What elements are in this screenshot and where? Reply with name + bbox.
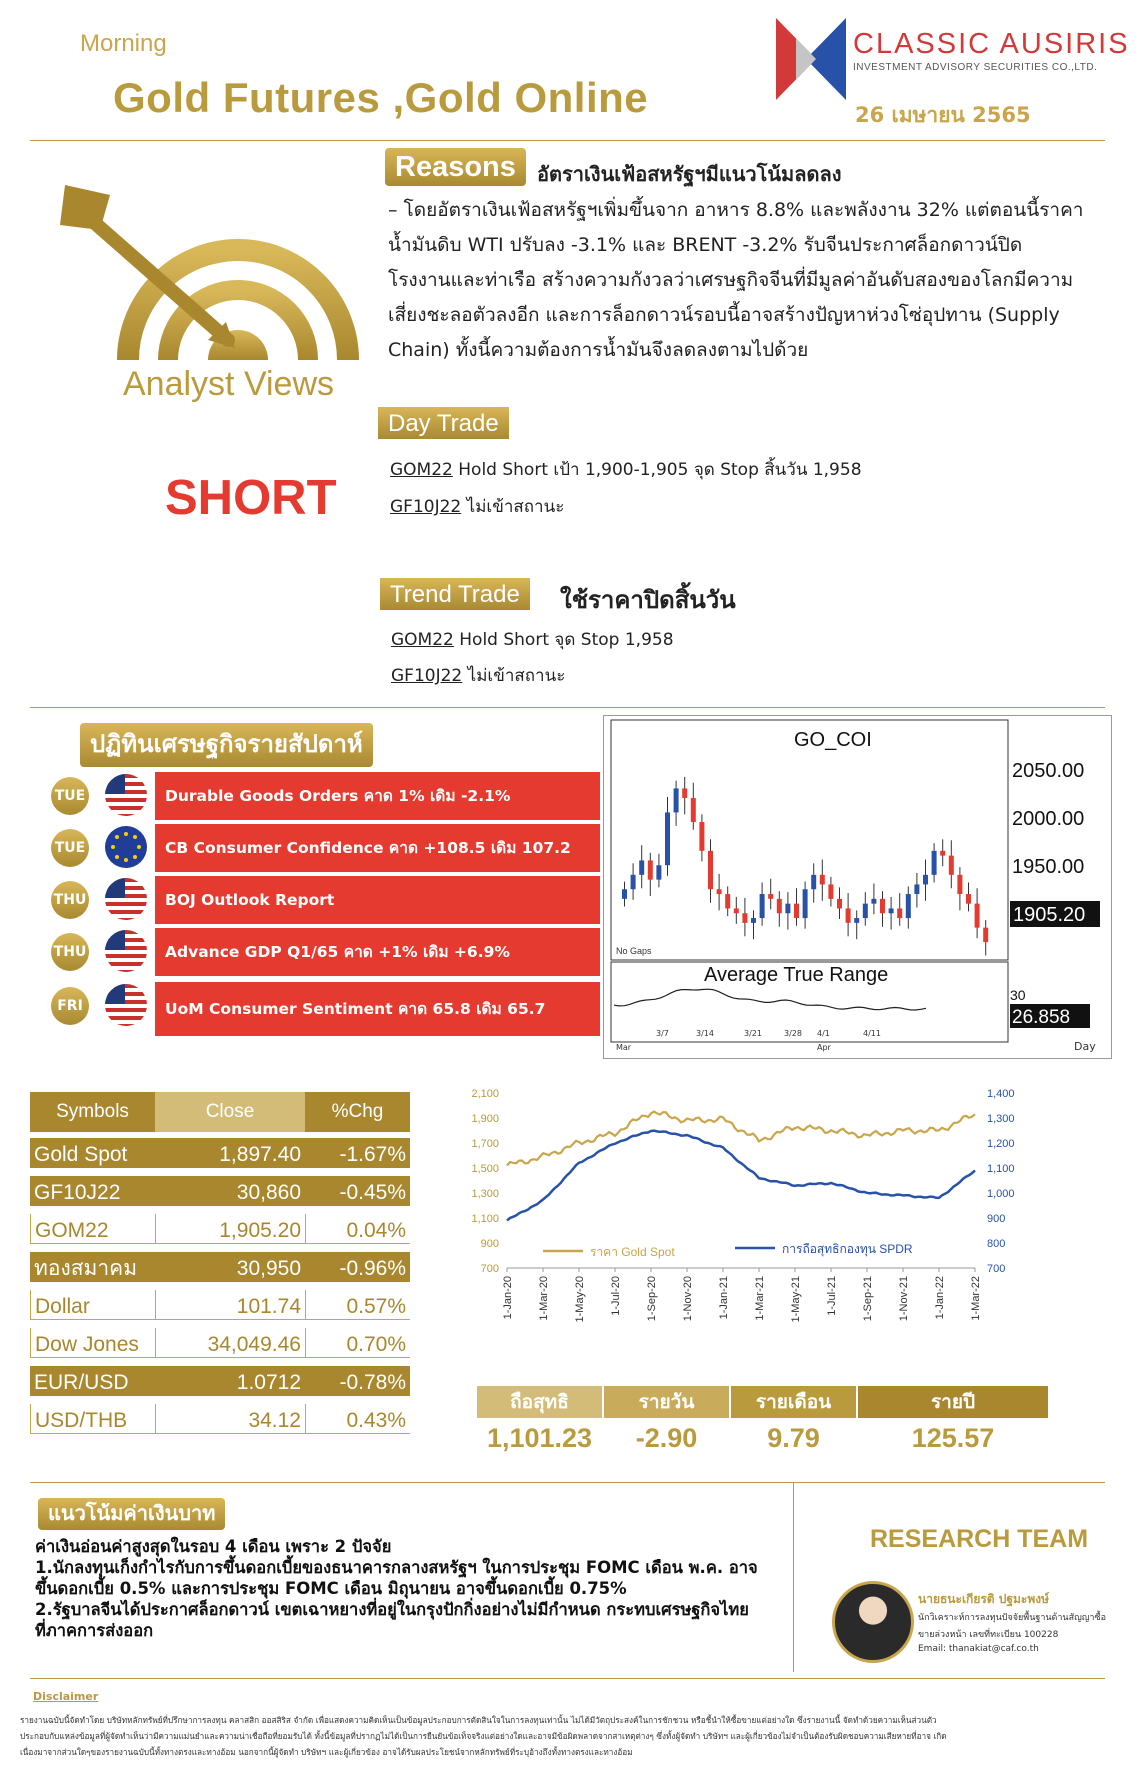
- candle-body: [828, 884, 833, 898]
- trend-trade-suffix: ใช้ราคาปิดสิ้นวัน: [560, 586, 736, 614]
- col-header-close: Close: [155, 1092, 305, 1132]
- symbols-row: [30, 1176, 410, 1206]
- event-day: THU: [51, 933, 89, 971]
- atr-line: [614, 989, 926, 1010]
- trend-trade-text-2: ไม่เข้าสถานะ: [462, 666, 566, 686]
- section-divider: [30, 1482, 1105, 1483]
- date-label: 3/21: [744, 1029, 762, 1038]
- symbol-name: EUR/USD: [30, 1366, 155, 1396]
- analyst-role-2: ขายล่วงหน้า เลขที่ทะเบียน 100228: [918, 1630, 1059, 1640]
- stat-value: 1,101.23: [486, 1423, 593, 1453]
- candle-body: [717, 889, 722, 894]
- symbol-name: ทองสมาคม: [30, 1252, 155, 1282]
- date-label: 3/7: [656, 1029, 669, 1038]
- symbol-name: GF10J22: [30, 1176, 155, 1206]
- analyst-views-caption: Analyst Views: [123, 365, 335, 403]
- eu-flag-icon: [105, 826, 147, 868]
- trend-trade-line-2: [391, 662, 565, 689]
- company-subtitle: INVESTMENT ADVISORY SECURITIES CO.,LTD.: [853, 62, 1098, 73]
- header-divider: [30, 140, 1105, 141]
- symbols-row: [30, 1252, 410, 1282]
- candle-body: [656, 865, 661, 879]
- col-header-symbols: Symbols: [30, 1092, 155, 1132]
- month-label: Apr: [817, 1043, 831, 1052]
- symbol-close: 1,905.20: [155, 1214, 305, 1244]
- candle-body: [708, 851, 713, 889]
- date-label: 3/28: [784, 1029, 802, 1038]
- day-trade-text-2: ไม่เข้าสถานะ: [461, 497, 565, 517]
- candle-body: [871, 899, 876, 904]
- candle-body: [777, 899, 782, 913]
- event-text: CB Consumer Confidence คาด +108.5 เดิม 107.2: [155, 824, 600, 872]
- symbols-row: [30, 1138, 410, 1168]
- calendar-event: [45, 876, 600, 924]
- symbol-name: USD/THB: [30, 1404, 155, 1434]
- candle-body: [734, 908, 739, 913]
- trend-trade-symbol-1: GOM22: [391, 630, 454, 650]
- symbol-chg: 0.57%: [305, 1290, 410, 1320]
- date-label: 3/14: [696, 1029, 714, 1038]
- baht-line: 1.นักลงทุนเก็งกำไรกับการขึ้นดอกเบี้ยของธนาคารกลางสหรัฐฯ ในการประชุม FOMC เดือน พ.ค. อาจ: [35, 1558, 758, 1577]
- candle-body: [880, 899, 885, 913]
- stat-header: ถือสุทธิ: [477, 1386, 602, 1418]
- gold-spdr-chart: [455, 1085, 1035, 1365]
- symbol-name: Dollar: [30, 1290, 155, 1320]
- candle-body: [742, 913, 747, 923]
- no-gaps-label: No Gaps: [616, 946, 652, 956]
- analyst-email: Email: thanakiat@caf.co.th: [918, 1644, 1039, 1654]
- atr-title: Average True Range: [704, 964, 889, 986]
- symbol-chg: -0.78%: [305, 1366, 410, 1396]
- candle-body: [889, 908, 894, 913]
- symbol-chg: -0.96%: [305, 1252, 410, 1282]
- day-trade-symbol-2: GF10J22: [390, 497, 462, 517]
- symbols-row: [30, 1290, 410, 1320]
- event-text: BOJ Outlook Report: [155, 876, 600, 924]
- x-tick-label: 1-May-21: [790, 1276, 802, 1323]
- price-tick: 1950.00: [1012, 856, 1085, 878]
- x-tick-label: 1-Jan-20: [502, 1276, 514, 1320]
- symbol-close: 101.74: [155, 1290, 305, 1320]
- event-day: TUE: [51, 829, 89, 867]
- candle-body: [760, 894, 765, 918]
- atr-tick: 30: [1010, 987, 1026, 1003]
- candle-body: [949, 856, 954, 875]
- symbol-chg: -1.67%: [305, 1138, 410, 1168]
- y-right-tick: 1,100: [987, 1163, 1015, 1175]
- period-label: Day: [1074, 1040, 1096, 1053]
- symbol-close: 1.0712: [155, 1366, 305, 1396]
- calendar-event: [45, 982, 600, 1036]
- candle-body: [699, 822, 704, 851]
- candle-body: [957, 875, 962, 894]
- y-left-tick: 1,700: [471, 1138, 499, 1150]
- analyst-role: นักวิเคราะห์การลงทุนปัจจัยพื้นฐานด้านสัญญาซื้อ: [918, 1613, 1106, 1623]
- symbols-table-header: [30, 1092, 410, 1132]
- candle-body: [897, 908, 902, 918]
- trend-trade-line-1: [391, 626, 674, 653]
- price-tick: 2050.00: [1012, 760, 1085, 782]
- x-tick-label: 1-Jan-21: [718, 1276, 730, 1320]
- report-title: Gold Futures ,Gold Online: [113, 74, 649, 121]
- reasons-headline: อัตราเงินเฟ้อสหรัฐฯมีแนวโน้มลดลง: [537, 162, 842, 186]
- baht-line: ค่าเงินอ่อนค่าสูงสุดในรอบ 4 เดือน เพราะ 2 ปัจจัย: [35, 1537, 392, 1556]
- y-right-tick: 1,200: [987, 1138, 1015, 1150]
- company-name: CLASSIC AUSIRIS: [853, 28, 1130, 60]
- candle-body: [639, 860, 644, 874]
- atr-value: 26.858: [1012, 1007, 1071, 1028]
- us-flag-icon: [105, 984, 147, 1026]
- calendar-title: ปฏิทินเศรษฐกิจรายสัปดาห์: [80, 723, 373, 767]
- y-right-tick: 1,000: [987, 1188, 1015, 1200]
- y-left-tick: 700: [480, 1263, 499, 1275]
- analyst-name: นายธนะเกียรติ ปฐมะพงษ์: [918, 1592, 1050, 1606]
- y-right-tick: 800: [987, 1238, 1006, 1250]
- symbol-chg: 0.43%: [305, 1404, 410, 1434]
- section-divider: [30, 1678, 1105, 1679]
- y-left-tick: 1,900: [471, 1113, 499, 1125]
- event-text: Durable Goods Orders คาด 1% เดิม -2.1%: [155, 772, 600, 820]
- baht-line: ขึ้นดอกเบี้ย 0.5% และการประชุม FOMC เดือน มิถุนายน อาจขึ้นดอกเบี้ย 0.75%: [35, 1579, 627, 1598]
- gold-spot-line: [507, 1112, 975, 1166]
- reasons-line: – โดยอัตราเงินเฟ้อสหรัฐฯเพิ่มขึ้นจาก อาหาร 8.8% และพลังงาน 32% แต่ตอนนี้ราคา: [388, 199, 1084, 221]
- symbol-name: GOM22: [30, 1214, 155, 1244]
- candle-body: [665, 812, 670, 865]
- vertical-divider: [793, 1482, 794, 1672]
- section-divider: [30, 707, 1105, 708]
- y-left-tick: 1,100: [471, 1213, 499, 1225]
- candle-body: [863, 904, 868, 918]
- candle-body: [811, 875, 816, 889]
- price-tick: 2000.00: [1012, 808, 1085, 830]
- candle-body: [648, 860, 653, 879]
- disclaimer-line: รายงานฉบับนี้จัดทำโดย บริษัทหลักทรัพย์ที่ปรึกษาการลงทุน คลาสสิก ออสสิริส จำกัด เพื่อแสดงความคิดเห็นเป็นข้อมูลประกอบการตัดสินใจในการลงทุนเท่านั้น ไม่ได้มีวัตถุประสงค์ในการชักชวน หรือชี้นำให้ซื้อขายแต่อย่างใด ซึ่งรายงานนี้ จัดทำด้วยความเห็นส่วนตัว: [20, 1715, 937, 1725]
- symbols-row: [30, 1404, 410, 1434]
- symbol-close: 30,860: [155, 1176, 305, 1206]
- symbol-close: 34,049.46: [155, 1328, 305, 1358]
- candlestick-chart: [604, 716, 1111, 1058]
- event-day: TUE: [51, 777, 89, 815]
- target-arrow-icon: [60, 170, 360, 395]
- stat-header: รายปี: [858, 1386, 1048, 1418]
- spdr-legend-label: การถือสุทธิกองทุน SPDR: [782, 1242, 913, 1256]
- us-flag-icon: [105, 774, 147, 816]
- calendar-event: [45, 772, 600, 820]
- date-label: 4/11: [863, 1029, 881, 1038]
- reasons-line: Chain) ทั้งนี้ความต้องการน้ำมันจึงลดลงตามไปด้วย: [388, 339, 809, 361]
- candle-body: [691, 798, 696, 822]
- candle-body: [631, 875, 636, 889]
- last-price: 1905.20: [1013, 904, 1086, 926]
- candle-body: [837, 899, 842, 909]
- disclaimer-line: ประกอบกับแหล่งข้อมูลที่ผู้จัดทำเห็นว่ามีความแม่นยำและความน่าเชื่อถือที่ยอมรับได้ ทั้งนี้ข้อมูลที่ปรากฏไม่ได้เป็นการยืนยันข้อเท็จจริงแต่อย่างใดและอาจมีข้อผิดพลาดจากสาเหตุต่างๆ ซึ่งทั้งผู้จัดทำ บริษัทฯ และผู้เกี่ยวข้องไม่จำเป็นต้องรับผิดชอบความเสียหายที่อาจ เกิด: [20, 1731, 947, 1741]
- symbol-name: Dow Jones: [30, 1328, 155, 1358]
- disclaimer-label: Disclaimer: [33, 1690, 99, 1703]
- stat-header: รายเดือน: [731, 1386, 856, 1418]
- candle-body: [975, 904, 980, 928]
- disclaimer-body: [20, 1712, 1125, 1760]
- x-tick-label: 1-Jul-20: [610, 1276, 622, 1316]
- stat-value: 125.57: [911, 1423, 995, 1453]
- candle-body: [674, 788, 679, 812]
- baht-label: แนวโน้มค่าเงินบาท: [38, 1498, 225, 1530]
- y-left-tick: 1,300: [471, 1188, 499, 1200]
- symbol-close: 30,950: [155, 1252, 305, 1282]
- x-tick-label: 1-Jul-21: [826, 1276, 838, 1316]
- candle-body: [622, 889, 627, 899]
- trend-trade-symbol-2: GF10J22: [391, 666, 463, 686]
- x-tick-label: 1-Mar-20: [538, 1276, 550, 1321]
- event-day: THU: [51, 881, 89, 919]
- stat-header: รายวัน: [604, 1386, 729, 1418]
- candle-body: [768, 894, 773, 899]
- spdr-holdings-line: [507, 1131, 975, 1221]
- event-day: FRI: [51, 987, 89, 1025]
- y-right-tick: 700: [987, 1263, 1006, 1275]
- reasons-body: [388, 193, 1128, 368]
- x-tick-label: 1-Sep-20: [646, 1276, 658, 1322]
- candle-body: [914, 884, 919, 894]
- candle-body: [682, 788, 687, 798]
- y-left-tick: 900: [480, 1238, 499, 1250]
- x-tick-label: 1-Jan-22: [934, 1276, 946, 1320]
- company-logo: [776, 18, 846, 100]
- symbol-chg: -0.45%: [305, 1176, 410, 1206]
- symbol-chg: 0.70%: [305, 1328, 410, 1358]
- gold-legend-label: ราคา Gold Spot: [590, 1245, 675, 1259]
- baht-line: ที่ภาคการส่งออก: [35, 1621, 154, 1640]
- symbol-close: 34.12: [155, 1404, 305, 1434]
- reasons-line: เสี่ยงชะลอตัวลงอีก และการล็อกดาวน์รอบนี้อาจสร้างปัญหาห่วงโซ่อุปทาน (Supply: [388, 304, 1060, 326]
- day-trade-line-1: [390, 456, 862, 483]
- candle-body: [923, 875, 928, 885]
- symbol-chg: 0.04%: [305, 1214, 410, 1244]
- reasons-line: โรงงานและท่าเรือ สร้างความกังวลว่าเศรษฐกิจจีนที่มีมูลค่าอันดับสองของโลกมีความ: [388, 269, 1074, 291]
- research-team-title: RESEARCH TEAM: [870, 1525, 1089, 1553]
- x-tick-label: 1-Nov-21: [898, 1276, 910, 1322]
- candlestick-chart-panel: [603, 715, 1112, 1059]
- x-tick-label: 1-Mar-21: [754, 1276, 766, 1321]
- stat-value: 9.79: [767, 1423, 820, 1453]
- candle-body: [966, 894, 971, 904]
- x-tick-label: 1-Mar-22: [970, 1276, 982, 1321]
- symbol-name: Gold Spot: [30, 1138, 155, 1168]
- x-tick-label: 1-Nov-20: [682, 1276, 694, 1322]
- date-label: 4/1: [817, 1029, 830, 1038]
- candle-body: [785, 904, 790, 914]
- us-flag-icon: [105, 930, 147, 972]
- y-left-tick: 2,100: [471, 1088, 499, 1100]
- symbols-row: [30, 1366, 410, 1396]
- event-text: Advance GDP Q1/65 คาด +1% เดิม +6.9%: [155, 928, 600, 976]
- y-right-tick: 1,300: [987, 1113, 1015, 1125]
- x-tick-label: 1-May-20: [574, 1276, 586, 1323]
- candle-body: [751, 918, 756, 923]
- symbols-row: [30, 1214, 410, 1244]
- candle-body: [725, 894, 730, 908]
- reasons-label: Reasons: [385, 148, 526, 186]
- candle-chart-title: GO_COI: [794, 729, 872, 751]
- symbol-close: 1,897.40: [155, 1138, 305, 1168]
- day-trade-label: Day Trade: [378, 407, 509, 439]
- day-trade-line-2: [390, 493, 564, 520]
- candle-body: [983, 928, 988, 942]
- candle-body: [846, 908, 851, 922]
- x-tick-label: 1-Sep-21: [862, 1276, 874, 1322]
- y-right-tick: 900: [987, 1213, 1006, 1225]
- day-trade-text-1: Hold Short เป้า 1,900-1,905 จุด Stop สิ้นวัน 1,958: [452, 460, 862, 480]
- candle-body: [906, 894, 911, 918]
- report-date: 26 เมษายน 2565: [855, 103, 1031, 127]
- stat-value: -2.90: [635, 1423, 698, 1453]
- signal-short: SHORT: [165, 471, 337, 525]
- baht-body: [35, 1536, 785, 1641]
- us-flag-icon: [105, 878, 147, 920]
- calendar-event: [45, 824, 600, 872]
- candle-body: [940, 851, 945, 856]
- calendar-event: [45, 928, 600, 976]
- candle-body: [820, 875, 825, 885]
- candle-body: [932, 851, 937, 875]
- trend-trade-text-1: Hold Short จุด Stop 1,958: [453, 630, 674, 650]
- month-label: Mar: [616, 1043, 632, 1052]
- day-trade-symbol-1: GOM22: [390, 460, 453, 480]
- trend-trade-label: Trend Trade: [380, 578, 530, 610]
- candle-body: [794, 904, 799, 918]
- symbols-row: [30, 1328, 410, 1358]
- disclaimer-line: เนื่องมาจากส่วนใดๆของรายงานฉบับนี้ทั้งทางตรงและทางอ้อม นอกจากนี้ผู้จัดทำ บริษัทฯ และผู้เกี่ยวข้อง อาจได้รับผลประโยชน์จากหลักทรัพย์ที่ระบุอ้างถึงทั้งทางตรงและทางอ้อม: [20, 1747, 633, 1757]
- y-left-tick: 1,500: [471, 1163, 499, 1175]
- report-session: Morning: [80, 30, 167, 57]
- avatar: [832, 1581, 914, 1663]
- col-header-chg: %Chg: [305, 1092, 410, 1132]
- baht-line: 2.รัฐบาลจีนได้ประกาศล็อกดาวน์ เขตเฉาหยางที่อยู่ในกรุงปักกิ่งอย่างไม่มีกำหนด กระทบเศรษฐกิจไทย: [35, 1600, 749, 1619]
- candle-body: [803, 889, 808, 918]
- reasons-line: น้ำมันดิบ WTI ปรับลง -3.1% และ BRENT -3.2% รับจีนประกาศล็อกดาวน์ปิด: [388, 234, 1023, 256]
- y-right-tick: 1,400: [987, 1088, 1015, 1100]
- candle-body: [854, 918, 859, 923]
- event-text: UoM Consumer Sentiment คาด 65.8 เดิม 65.7: [155, 982, 600, 1036]
